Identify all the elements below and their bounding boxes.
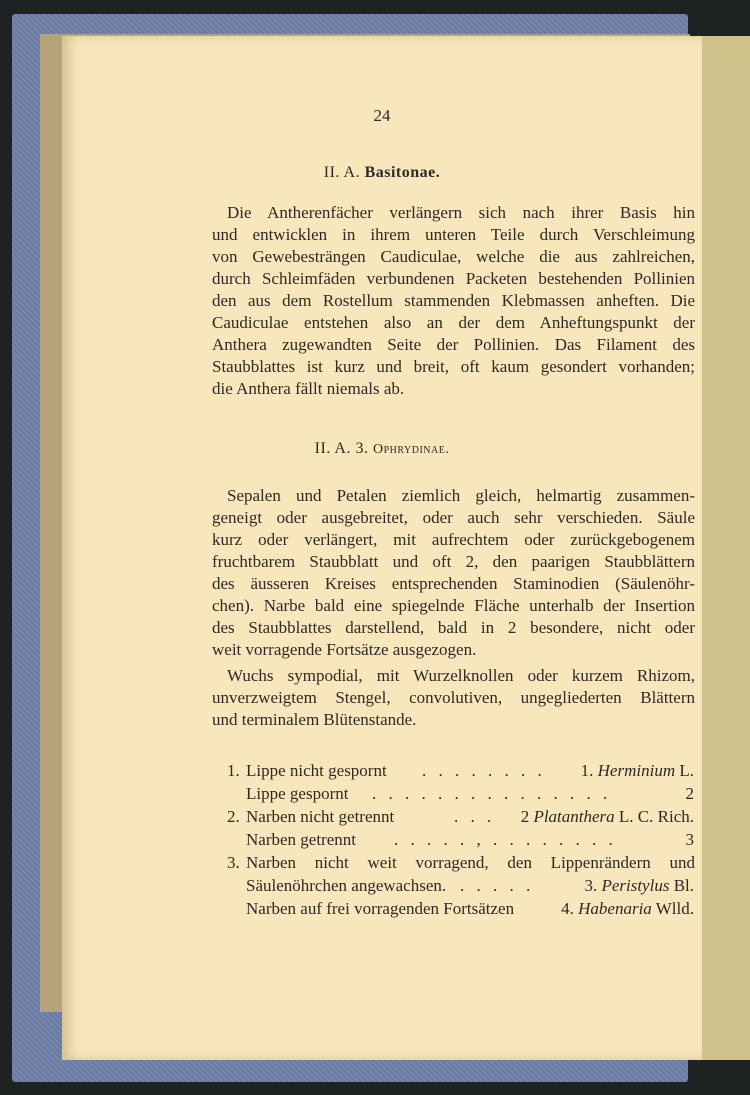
key-dots: . . . . . . . . [422,761,546,780]
text-line: von Gewebesträngen Caudiculae, welche die aus zahlreichen, [212,247,695,266]
key-dots: . . . . . , . . . . . . . . [394,830,617,849]
heading-title: Ophrydinae. [372,442,450,457]
key-result [521,806,694,828]
key-result-number: 1. [580,761,594,780]
key-text: Narben auf frei vorragenden Fortsätzen [246,899,515,918]
key-result-number: 2 [685,784,694,803]
section-heading-ophrydinae [62,440,702,458]
text-line: und entwicklen in ihrem unteren Teile durch Verschleimung [212,225,695,244]
key-result-author: L. [679,761,694,780]
key-result [561,898,694,920]
key-number: 1. [227,761,240,780]
text-line: Staubblattes ist kurz und breit, oft kaum gesondert vorhanden; [212,357,695,376]
key-result [581,760,694,782]
section-heading-basitonae [62,164,702,182]
text-line: Wuchs sympodial, mit Wurzelknollen oder kurzem Rhizom, [227,666,695,685]
key-dots: . . . [454,807,496,826]
text-line: den aus dem Rostellum stammenden Klebmassen anheften. Die [212,291,695,310]
key-text: Lippe gespornt [246,784,349,803]
text-line: durch Schleimfäden verbundenen Packeten bestehenden Pollinien [212,269,695,288]
key-result-number: 2 [520,807,530,826]
text-line: Sepalen und Petalen ziemlich gleich, helmartig zusammen- [227,486,695,505]
text-line: unverzweigtem Stengel, convolutiven, ungegliederten Blättern [212,688,695,707]
key-text: Narben nicht weit vorragend, den Lippenrändern und [246,853,695,872]
book-page [62,36,702,1060]
key-result-genus: Habenaria [578,899,652,918]
key-result-author: L. C. Rich. [618,807,694,826]
key-result-number: 4. [561,899,574,918]
text-line: fruchtbarem Staubblatt und oft 2, den paarigen Staubblättern [212,552,695,571]
key-result-genus: Herminium [597,761,676,780]
key-text: Narben getrennt [246,830,356,849]
text-line: Die Antherenfächer verlängern sich nach ihrer Basis hin [227,203,695,222]
text-line: Caudiculae entstehen also an der dem Anheftungspunkt der [212,313,695,332]
heading-prefix: II. A. 3. [314,440,369,457]
key-dots: . . . . . [460,876,535,895]
key-result-author: Wlld. [655,899,694,918]
heading-title: Basitonae. [364,164,441,181]
text-line: kurz oder verlängert, mit aufrechtem oder zurückgebogenem [212,530,695,549]
heading-prefix: II. A. [323,164,361,181]
key-text: Lippe nicht gespornt [246,761,387,780]
text-line: des Staubblattes darstellend, bald in 2 besondere, nicht oder [212,618,695,637]
text-line: chen). Narbe bald eine spiegelnde Fläche unterhalb der Insertion [212,596,695,615]
page-number: 24 [373,106,391,125]
key-result-number: 3 [685,830,694,849]
key-text: Säulenöhrchen angewachsen. [246,876,447,895]
key-text: Narben nicht getrennt [246,807,395,826]
key-dots: . . . . . . . . . . . . . . . [372,784,612,803]
text-line: weit vorragende Fortsätze ausgezogen. [212,640,477,659]
key-result-genus: Platanthera [533,807,615,826]
text-line: des äusseren Kreises entsprechenden Staminodien (Säulenöhr- [212,574,695,593]
next-page-edge [700,36,750,1060]
key-result [584,875,694,897]
text-line: und terminalem Blütenstande. [212,710,417,729]
key-result-genus: Peristylus [601,876,670,895]
text-line: die Anthera fällt niemals ab. [212,379,405,398]
text-line: Anthera zugewandten Seite der Pollinien. Das Filament des [212,335,695,354]
key-number: 2. [227,807,240,826]
key-number: 3. [227,853,240,872]
key-result-author: Bl. [673,876,694,895]
text-line: geneigt oder ausgebreitet, oder auch sehr verschieden. Säule [212,508,695,527]
key-result-number: 3. [584,876,598,895]
